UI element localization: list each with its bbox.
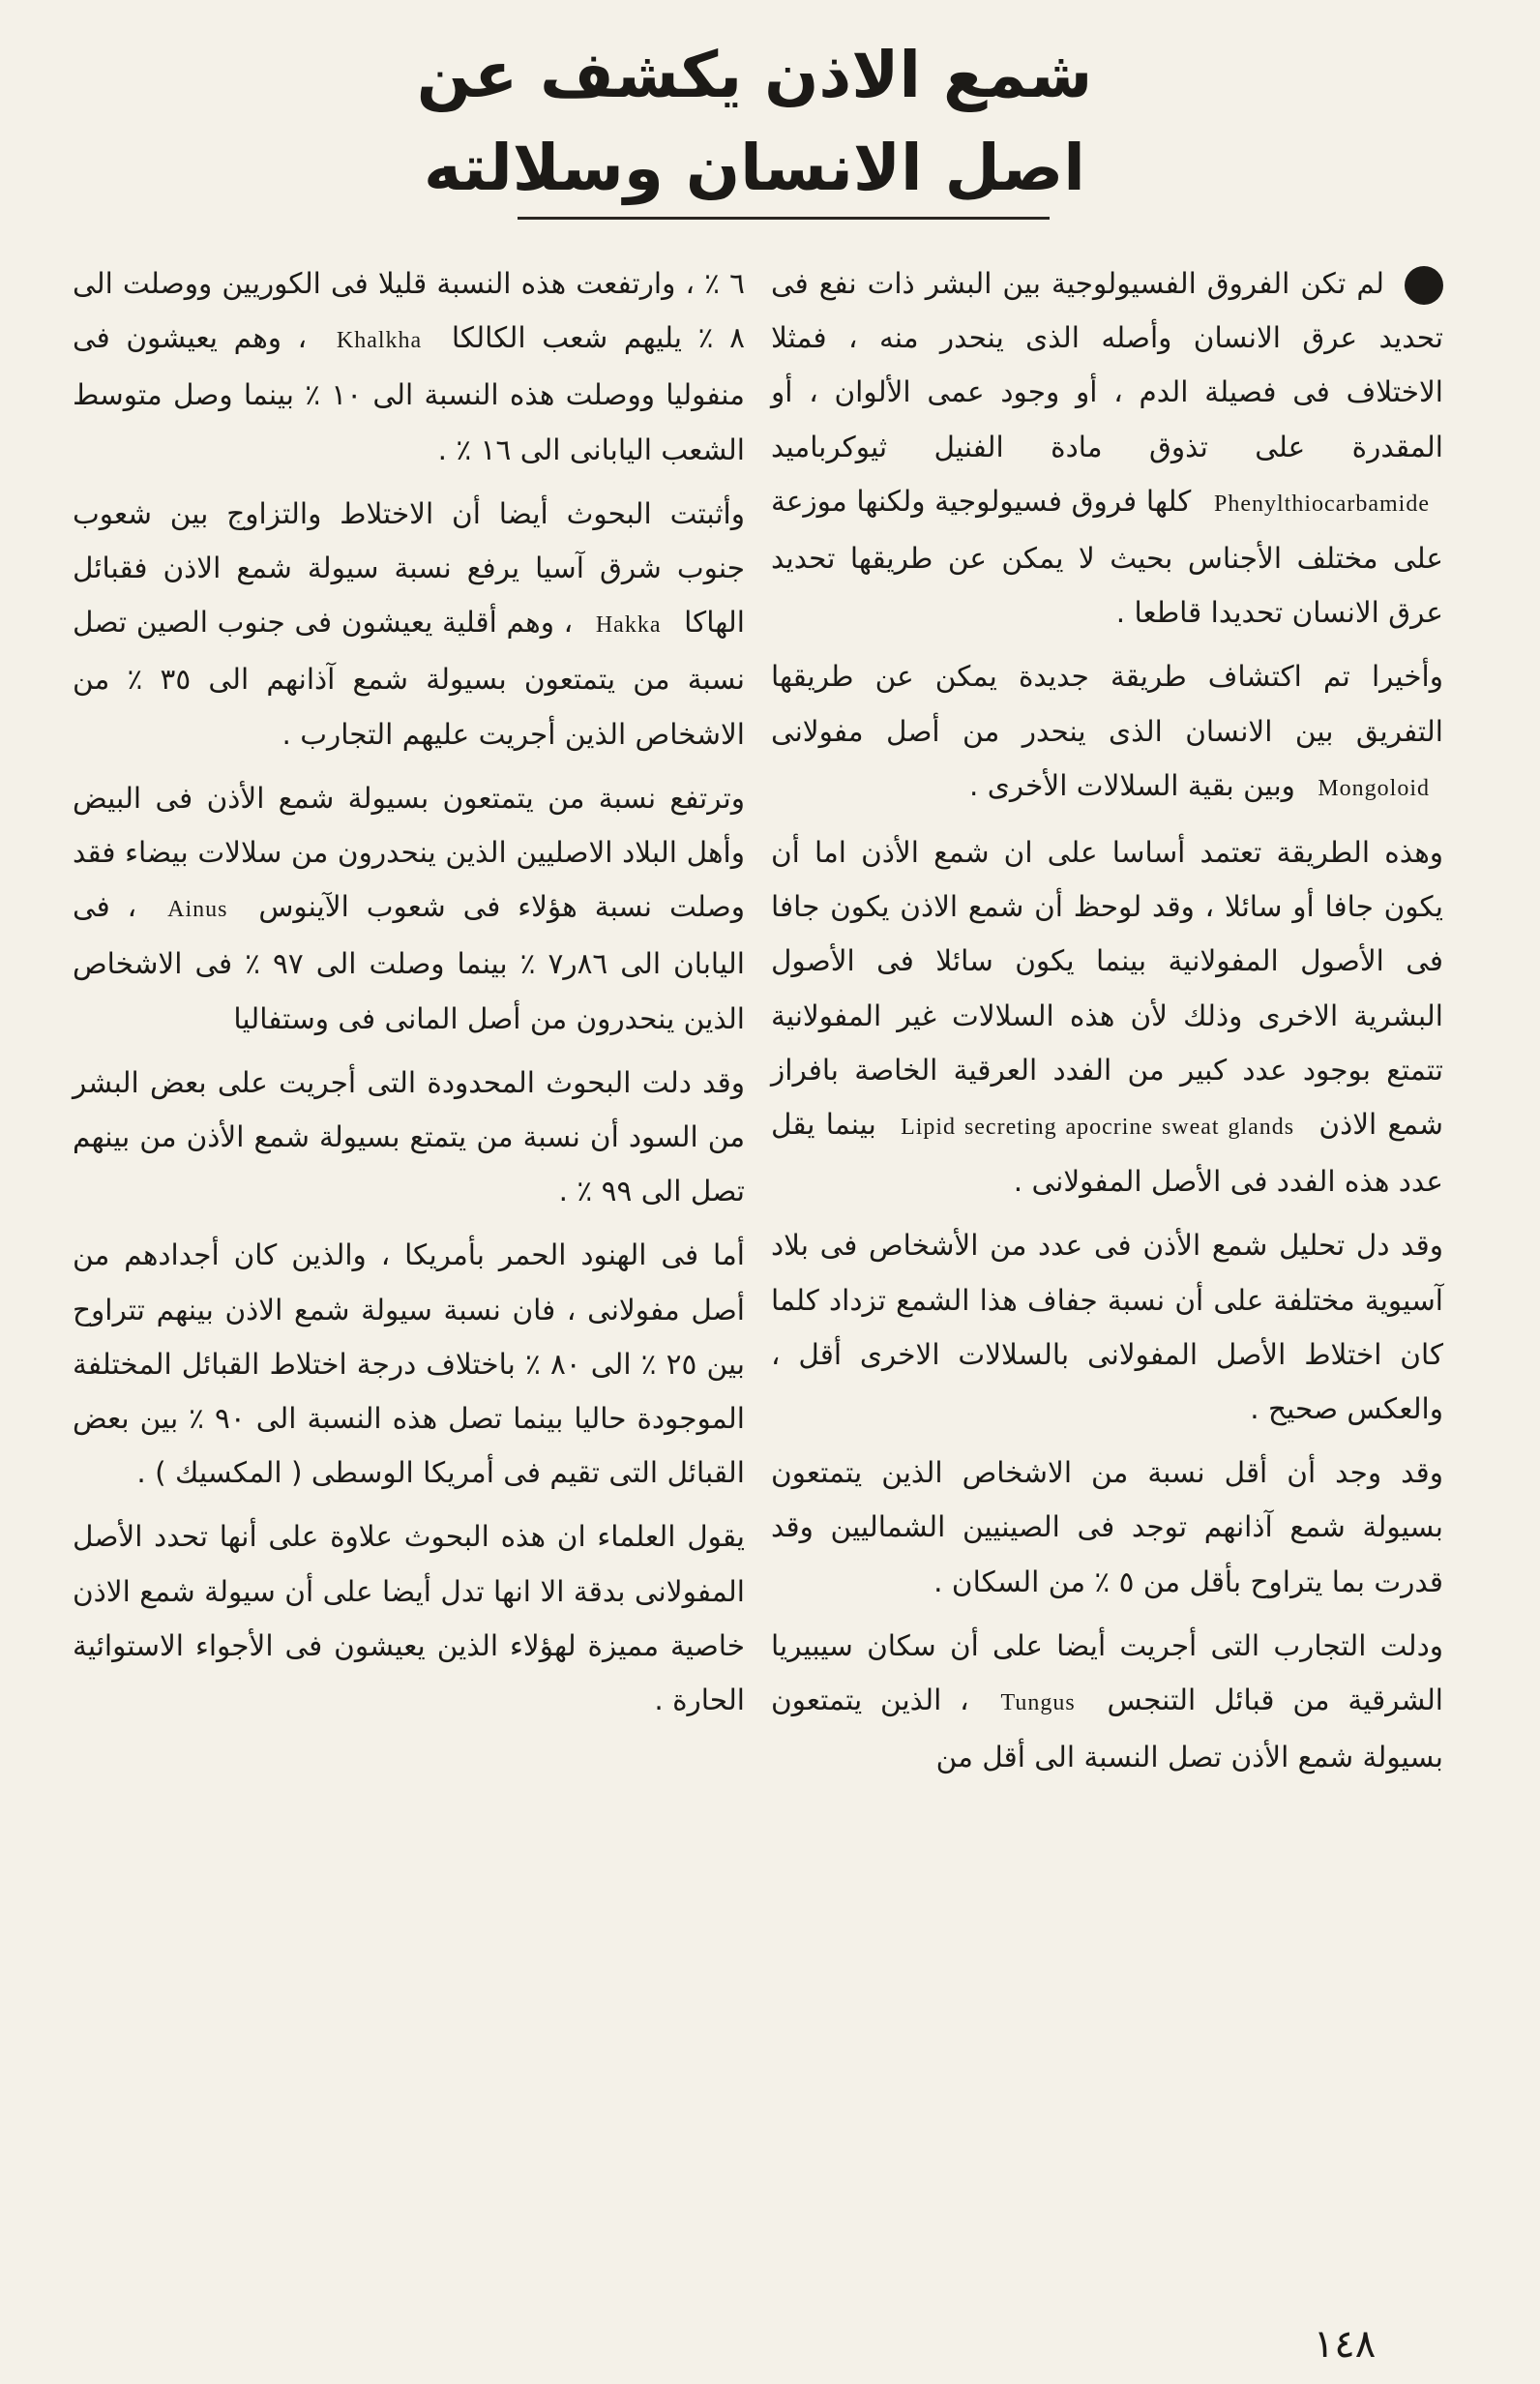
paragraph-text: وهذه الطريقة تعتمد أساسا على ان شمع الأذن اما أن يكون جافا أو سائلا ، وقد لوحظ أن شمع الاذن يكون جافا فى الأصول المفولانية بينما يكون سائلا فى الأصول البشرية الاخرى وذلك لأن هذه السلالات غير المفولانية تتمتع بوجود عدد كبير من الفدد العرقية الخاصة بافراز شمع الاذن [771,836,1443,1142]
paragraph [771,649,1443,816]
article-title [406,29,1103,215]
paragraph-text: يقول العلماء ان هذه البحوث علاوة على أنها تحدد الأصل المفولانى بدقة الا انها تدل أيضا على أن سيولة شمع الاذن خاصية مميزة لهؤلاء الذين يعيشون فى الأجواء الاستوائية الحارة . [73,1520,745,1717]
paragraph [73,771,745,1046]
paragraph [771,1445,1443,1609]
paragraph [771,256,1443,640]
left-column [73,256,745,1737]
paragraph [73,487,745,761]
paragraph-text: ، فى اليابان الى ٨٦ر٧ ٪ بينما وصلت الى ٩٧ ٪ فى الاشخاص الذين ينحدرون من أصل المانى فى وستفاليا [73,890,745,1035]
right-column [771,256,1443,1794]
latin-term: Mongoloid [1318,775,1430,801]
paragraph-text: وأثبتت البحوث أيضا أن الاختلاط والتزاوج بين شعوب جنوب شرق آسيا يرفع نسبة سيولة شمع الاذن فقبائل الهاكا [73,496,745,640]
latin-term: Hakka [595,612,662,639]
paragraph [73,1509,745,1727]
paragraph-text: ، وهم أقلية يعيشون فى جنوب الصين تصل نسبة من يتمتعون بسيولة شمع آذانهم الى ٣٥ ٪ من الاشخاص الذين أجريت عليهم التجارب . [73,606,745,751]
latin-term: Tungus [1000,1690,1076,1716]
paragraph-text: ٦ ٪ ، وارتفعت هذه النسبة قليلا فى الكوريين ووصلت الى ٨ ٪ يليهم شعب الكالكا [73,267,745,355]
paragraph-text: ، وهم يعيشون فى منفوليا ووصلت هذه النسبة الى ١٠ ٪ بينما وصل متوسط الشعب اليابانى الى ١٦ ٪ . [73,321,745,466]
paragraph-text: ودلت التجارب التى أجريت أيضا على أن سكان سيبيريا الشرقية من قبائل التنجس [771,1628,1443,1717]
paragraph-text: وأخيرا تم اكتشاف طريقة جديدة يمكن عن طريقها التفريق بين الانسان الذى ينحدر من أصل مفولانى [771,660,1443,748]
paragraph-text: وقد دل تحليل شمع الأذن فى عدد من الأشخاص فى بلاد آسيوية مختلفة على أن نسبة جفاف هذا الشمع تزداد كلما كان اختلاط الأصل المفولانى بالسلالات الاخرى أقل ، والعكس صحيح . [771,1229,1443,1426]
paragraph-text: وبين بقية السلالات الأخرى . [969,768,1295,802]
paragraph [771,825,1443,1208]
paragraph [73,1056,745,1219]
paragraph-text: أما فى الهنود الحمر بأمريكا ، والذين كان أجدادهم من أصل مفولانى ، فان نسبة سيولة شمع الاذن بينهم تتراوح بين ٢٥ ٪ الى ٨٠ ٪ باختلاف درجة اختلاط القبائل المختلفة الموجودة حاليا بينما تصل هذه النسبة الى ٩٠ ٪ بين بعض القبائل التى تقيم فى أمريكا الوسطى ( المكسيك ) . [73,1238,746,1490]
page-number: ١٤٨ [1313,2322,1377,2367]
paragraph [73,256,745,477]
paragraph-text: لم تكن الفروق الفسيولوجية بين البشر ذات نفع فى تحديد عرق الانسان وأصله الذى ينحدر منه ، فمثلا الاختلاف فى فصيلة الدم ، أو وجود عمى الألوان ، أو المقدرة على تذوق مادة الفنيل ثيوكرباميد [771,267,1443,463]
paragraph-text: وقد دلت البحوث المحدودة التى أجريت على بعض البشر من السود أن نسبة من يتمتع بسيولة شمع الأذن من بينهم تصل الى ٩٩ ٪ . [73,1065,745,1208]
paragraph-text: بينما يقل عدد هذه الفدد فى الأصل المفولانى . [771,1108,1443,1199]
title-underline [518,217,1050,220]
latin-term: Khalkha [336,328,423,354]
bullet-icon [1405,266,1443,305]
title-line-2: اصل الانسان وسلالته [424,131,1085,205]
latin-term: Phenylthiocarbamide [1214,491,1430,517]
latin-term: Lipid secreting apocrine sweat glands [901,1115,1295,1141]
paragraph-text: وترتفع نسبة من يتمتعون بسيولة شمع الأذن فى البيض وأهل البلاد الاصليين الذين ينحدرون من سلالات بيضاء فقد وصلت نسبة هؤلاء فى شعوب الآينوس [73,781,745,924]
latin-term: Ainus [167,897,228,923]
paragraph-text: كلها فروق فسيولوجية ولكنها موزعة على مختلف الأجناس بحيث لا يمكن عن طريقها تحديد عرق الانسان تحديدا قاطعا . [771,484,1443,630]
paragraph [771,1218,1443,1436]
title-line-1: شمع الاذن يكشف عن [416,38,1093,112]
paragraph-text: ، الذين يتمتعون بسيولة شمع الأذن تصل النسبة الى أقل من [771,1684,1443,1774]
paragraph [73,1228,745,1500]
paragraph [771,1619,1443,1785]
paragraph-text: وقد وجد أن أقل نسبة من الاشخاص الذين يتمتعون بسيولة شمع آذانهم توجد فى الصينيين الشماليين وقد قدرت بما يتراوح بأقل من ٥ ٪ من السكان . [771,1456,1443,1598]
